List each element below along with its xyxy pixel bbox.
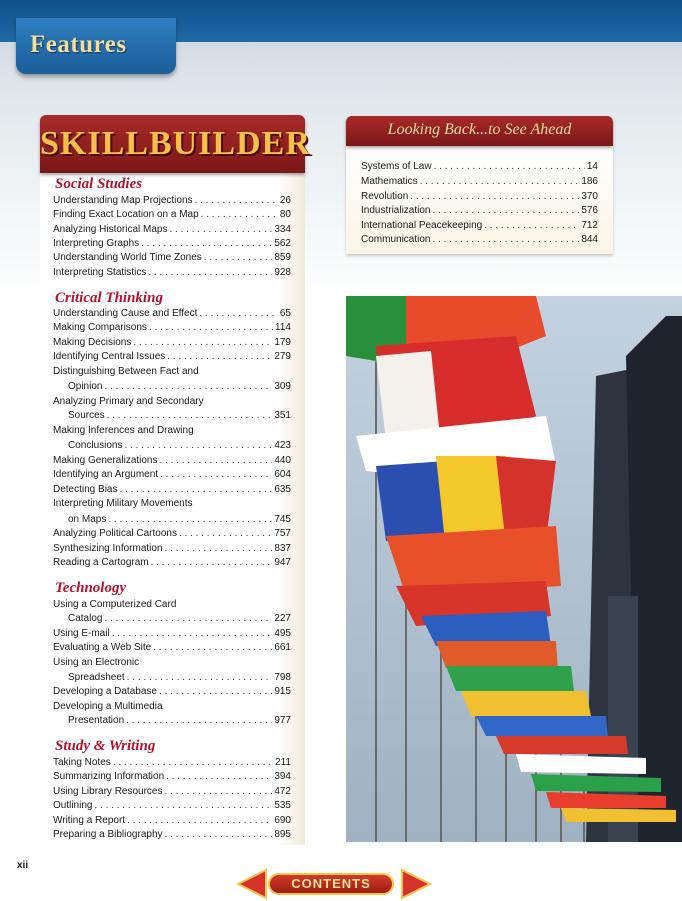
section-heading-critical-thinking: Critical Thinking [55,290,163,306]
section-heading-social-studies: Social Studies [55,176,143,192]
toc-entry[interactable]: Preparing a Bibliography . . . 895 [53,828,291,842]
page-title: Features [30,31,127,58]
toc-entry-first-line[interactable]: Developing a Multimedia [53,701,163,712]
toc-entry-first-line[interactable]: Distinguishing Between Fact and [53,366,199,377]
toc-entry[interactable]: Taking Notes . . . 211 [53,756,291,770]
toc-entry-first-line[interactable]: Analyzing Primary and Secondary [53,396,204,407]
toc-entry[interactable]: Presentation . . . 977 [68,714,291,728]
toc-entry-first-line[interactable]: Using a Computerized Card [53,599,177,610]
skillbuilder-banner [40,115,311,173]
toc-entry[interactable]: Reading a Cartogram . . . 947 [53,556,291,570]
toc-entry[interactable]: Identifying Central Issues . . . 279 [53,350,291,364]
toc-entry[interactable]: Making Decisions . . . 179 [53,336,291,350]
right-arrow-icon[interactable] [398,868,432,900]
toc-entry[interactable]: Opinion . . . 309 [68,380,291,394]
toc-entry[interactable]: Making Generalizations . . . 440 [53,454,291,468]
toc-entry[interactable]: Writing a Report . . . 690 [53,814,291,828]
toc-entry[interactable]: Conclusions . . . 423 [68,439,291,453]
toc-entry[interactable]: Understanding World Time Zones . . . 859 [53,251,291,265]
skillbuilder-title: SKILLBUILDER [40,125,311,162]
toc-entry[interactable]: Developing a Database . . . 915 [53,685,291,699]
toc-entry[interactable]: Identifying an Argument . . . 604 [53,468,291,482]
flags-photo [346,296,682,842]
toc-entry[interactable]: Communication . . . 844 [361,233,598,247]
looking-back-banner [346,116,613,146]
toc-entry[interactable]: Finding Exact Location on a Map . . . 80 [53,208,291,222]
section-heading-study-writing: Study & Writing [55,738,156,754]
looking-back-title: Looking Back...to See Ahead [387,121,572,138]
contents-button[interactable]: CONTENTS [268,873,394,895]
toc-entry[interactable]: Outlining . . . 535 [53,799,291,813]
toc-entry[interactable]: Catalog . . . 227 [68,612,291,626]
toc-entry[interactable]: Understanding Cause and Effect . . . 65 [53,307,291,321]
toc-entry-first-line[interactable]: Making Inferences and Drawing [53,425,194,436]
flags-photo-art [346,296,682,842]
section-heading-technology: Technology [55,580,127,596]
toc-entry[interactable]: Revolution . . . 370 [361,190,598,204]
toc-entry[interactable]: International Peacekeeping . . . 712 [361,219,598,233]
toc-entry[interactable]: Summarizing Information . . . 394 [53,770,291,784]
toc-entry[interactable]: Synthesizing Information . . . 837 [53,542,291,556]
toc-entry[interactable]: Systems of Law . . . 14 [361,160,598,174]
toc-entry[interactable]: Mathematics . . . 186 [361,175,598,189]
toc-entry[interactable]: Detecting Bias . . . 635 [53,483,291,497]
toc-entry[interactable]: Interpreting Statistics . . . 928 [53,266,291,280]
toc-entry[interactable]: on Maps . . . 745 [68,513,291,527]
toc-entry[interactable]: Understanding Map Projections . . . 26 [53,194,291,208]
left-arrow-icon[interactable] [236,868,270,900]
toc-entry[interactable]: Making Comparisons . . . 114 [53,321,291,335]
toc-entry[interactable]: Industrialization . . . 576 [361,204,598,218]
toc-entry[interactable]: Analyzing Historical Maps . . . 334 [53,223,291,237]
page-number: xii [17,860,29,871]
toc-entry[interactable]: Spreadsheet . . . 798 [68,671,291,685]
toc-entry[interactable]: Sources . . . 351 [68,409,291,423]
toc-entry[interactable]: Evaluating a Web Site . . . 661 [53,641,291,655]
toc-entry[interactable]: Using E-mail . . . 495 [53,627,291,641]
toc-entry[interactable]: Using Library Resources . . . 472 [53,785,291,799]
toc-entry[interactable]: Analyzing Political Cartoons . . . 757 [53,527,291,541]
toc-entry-first-line[interactable]: Interpreting Military Movements [53,498,193,509]
toc-entry[interactable]: Interpreting Graphs . . . 562 [53,237,291,251]
toc-entry-first-line[interactable]: Using an Electronic [53,657,140,668]
